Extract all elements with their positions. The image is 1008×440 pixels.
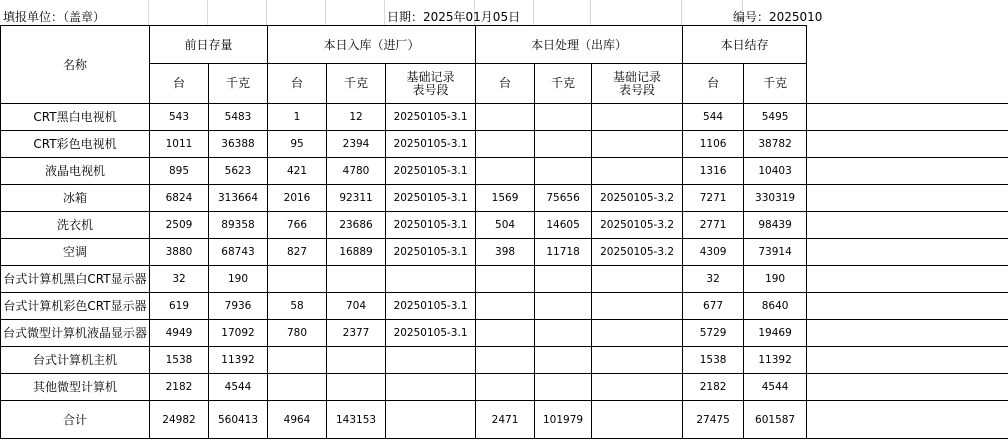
overflow-cell — [807, 239, 1008, 266]
out-record-cell — [592, 293, 683, 320]
out-units-cell — [476, 266, 535, 293]
in-kg-cell: 16889 — [327, 239, 386, 266]
table-row — [1, 212, 1008, 239]
row-name-cell: CRT黑白电视机 — [1, 104, 150, 131]
overflow-cell — [807, 293, 1008, 320]
out-record-cell — [592, 158, 683, 185]
prev-units-cell: 24982 — [150, 401, 209, 439]
row-name-cell: CRT彩色电视机 — [1, 131, 150, 158]
in-units-cell: 58 — [268, 293, 327, 320]
in-kg-cell: 12 — [327, 104, 386, 131]
in-units-cell — [268, 266, 327, 293]
in-kg-cell — [327, 374, 386, 401]
out-kg-cell — [535, 320, 592, 347]
prev-units-cell: 1011 — [150, 131, 209, 158]
overflow-cell — [807, 131, 1008, 158]
out-units-cell — [476, 374, 535, 401]
out-record-cell: 20250105-3.2 — [592, 212, 683, 239]
out-kg-cell — [535, 131, 592, 158]
out-units-cell: 398 — [476, 239, 535, 266]
in-units-cell — [268, 374, 327, 401]
overflow-cell — [807, 401, 1008, 439]
unit-header-units: 台 — [683, 64, 744, 104]
out-units-cell: 504 — [476, 212, 535, 239]
in-kg-cell: 143153 — [327, 401, 386, 439]
prev-kg-cell: 190 — [209, 266, 268, 293]
bal-kg-cell: 10403 — [744, 158, 807, 185]
table-row — [1, 158, 1008, 185]
bal-kg-cell: 330319 — [744, 185, 807, 212]
prev-units-cell: 619 — [150, 293, 209, 320]
bal-kg-cell: 601587 — [744, 401, 807, 439]
out-units-cell — [476, 158, 535, 185]
row-name-cell: 台式计算机主机 — [1, 347, 150, 374]
overflow-cell — [807, 347, 1008, 374]
in-kg-cell: 2394 — [327, 131, 386, 158]
in-kg-cell — [327, 266, 386, 293]
date-label: 日期：2025年01月05日 — [387, 10, 521, 24]
table-row — [1, 347, 1008, 374]
out-kg-cell — [535, 347, 592, 374]
out-record-cell — [592, 131, 683, 158]
bal-kg-cell: 4544 — [744, 374, 807, 401]
row-name-cell: 台式计算机黑白CRT显示器 — [1, 266, 150, 293]
in-record-cell — [386, 347, 476, 374]
in-kg-cell: 704 — [327, 293, 386, 320]
in-kg-cell — [327, 347, 386, 374]
prev-kg-cell: 89358 — [209, 212, 268, 239]
overflow-cell — [807, 212, 1008, 239]
row-name-cell: 空调 — [1, 239, 150, 266]
in-units-cell: 766 — [268, 212, 327, 239]
bal-units-cell: 1316 — [683, 158, 744, 185]
in-units-cell: 827 — [268, 239, 327, 266]
out-kg-cell — [535, 293, 592, 320]
out-kg-cell: 11718 — [535, 239, 592, 266]
bal-kg-cell: 73914 — [744, 239, 807, 266]
overflow-cell — [807, 266, 1008, 293]
out-record-cell: 20250105-3.2 — [592, 239, 683, 266]
in-record-cell: 20250105-3.1 — [386, 293, 476, 320]
out-kg-cell: 14605 — [535, 212, 592, 239]
prev-kg-cell: 11392 — [209, 347, 268, 374]
prev-kg-cell: 5623 — [209, 158, 268, 185]
out-kg-cell — [535, 266, 592, 293]
bal-kg-cell: 8640 — [744, 293, 807, 320]
row-name-cell: 其他微型计算机 — [1, 374, 150, 401]
group-header-balance: 本日结存 — [683, 26, 807, 64]
in-record-cell: 20250105-3.1 — [386, 212, 476, 239]
bal-units-cell: 7271 — [683, 185, 744, 212]
bal-units-cell: 4309 — [683, 239, 744, 266]
bal-units-cell: 2771 — [683, 212, 744, 239]
row-name-cell: 洗衣机 — [1, 212, 150, 239]
prev-kg-cell: 7936 — [209, 293, 268, 320]
inventory-table — [0, 25, 1008, 439]
bal-kg-cell: 19469 — [744, 320, 807, 347]
in-record-cell: 20250105-3.1 — [386, 158, 476, 185]
table-row — [1, 239, 1008, 266]
prev-kg-cell: 313664 — [209, 185, 268, 212]
in-record-cell: 20250105-3.1 — [386, 104, 476, 131]
prev-kg-cell: 36388 — [209, 131, 268, 158]
prev-units-cell: 895 — [150, 158, 209, 185]
unit-header-units: 台 — [476, 64, 535, 104]
prev-units-cell: 2182 — [150, 374, 209, 401]
out-record-cell — [592, 320, 683, 347]
prev-units-cell: 6824 — [150, 185, 209, 212]
prev-units-cell: 3880 — [150, 239, 209, 266]
in-kg-cell: 2377 — [327, 320, 386, 347]
unit-header-units: 台 — [150, 64, 209, 104]
row-name-cell: 台式计算机彩色CRT显示器 — [1, 293, 150, 320]
out-kg-cell — [535, 158, 592, 185]
unit-header-kg: 千克 — [327, 64, 386, 104]
row-name-cell: 台式微型计算机液晶显示器 — [1, 320, 150, 347]
bal-units-cell: 544 — [683, 104, 744, 131]
in-record-cell: 20250105-3.1 — [386, 131, 476, 158]
header-row-groups — [1, 26, 1008, 64]
out-units-cell — [476, 104, 535, 131]
out-record-cell — [592, 266, 683, 293]
out-units-cell — [476, 293, 535, 320]
bal-units-cell: 2182 — [683, 374, 744, 401]
table-row — [1, 104, 1008, 131]
overflow-cell — [807, 158, 1008, 185]
table-row — [1, 266, 1008, 293]
overflow-cell — [807, 185, 1008, 212]
code-label: 编号：2025010 — [733, 10, 823, 24]
prev-units-cell: 32 — [150, 266, 209, 293]
table-row — [1, 374, 1008, 401]
in-kg-cell: 4780 — [327, 158, 386, 185]
overflow-cell — [807, 104, 1008, 131]
in-units-cell: 2016 — [268, 185, 327, 212]
out-record-cell: 20250105-3.2 — [592, 185, 683, 212]
out-units-cell — [476, 131, 535, 158]
in-units-cell: 4964 — [268, 401, 327, 439]
unit-header-units: 台 — [268, 64, 327, 104]
in-units-cell: 95 — [268, 131, 327, 158]
in-units-cell: 780 — [268, 320, 327, 347]
prev-units-cell: 543 — [150, 104, 209, 131]
table-row — [1, 185, 1008, 212]
in-kg-cell: 23686 — [327, 212, 386, 239]
unit-header-kg: 千克 — [744, 64, 807, 104]
total-row — [1, 401, 1008, 439]
bal-units-cell: 1106 — [683, 131, 744, 158]
overflow-cell — [807, 374, 1008, 401]
prev-kg-cell: 4544 — [209, 374, 268, 401]
name-column-header: 名称 — [1, 26, 150, 104]
prev-units-cell: 4949 — [150, 320, 209, 347]
bal-kg-cell: 98439 — [744, 212, 807, 239]
overflow-cell — [807, 320, 1008, 347]
in-record-cell: 20250105-3.1 — [386, 320, 476, 347]
out-kg-cell — [535, 104, 592, 131]
row-name-cell: 合计 — [1, 401, 150, 439]
out-units-cell: 1569 — [476, 185, 535, 212]
bal-units-cell: 32 — [683, 266, 744, 293]
table-row — [1, 131, 1008, 158]
row-name-cell: 液晶电视机 — [1, 158, 150, 185]
unit-header-kg: 千克 — [209, 64, 268, 104]
out-record-cell — [592, 401, 683, 439]
record-range-header: 基础记录表号段 — [592, 64, 683, 104]
in-record-cell — [386, 374, 476, 401]
unit-header-kg: 千克 — [535, 64, 592, 104]
row-name-cell: 冰箱 — [1, 185, 150, 212]
group-header-processed: 本日处理（出库） — [476, 26, 683, 64]
out-record-cell — [592, 347, 683, 374]
bal-kg-cell: 38782 — [744, 131, 807, 158]
in-kg-cell: 92311 — [327, 185, 386, 212]
overflow-cell — [807, 26, 1008, 104]
bal-kg-cell: 5495 — [744, 104, 807, 131]
in-units-cell: 1 — [268, 104, 327, 131]
out-kg-cell: 101979 — [535, 401, 592, 439]
prev-kg-cell: 17092 — [209, 320, 268, 347]
form-header — [0, 10, 823, 26]
prev-kg-cell: 5483 — [209, 104, 268, 131]
out-record-cell — [592, 374, 683, 401]
out-kg-cell — [535, 374, 592, 401]
reporting-unit-label: 填报单位：（盖章） — [3, 10, 106, 24]
in-units-cell — [268, 347, 327, 374]
out-kg-cell: 75656 — [535, 185, 592, 212]
bal-kg-cell: 11392 — [744, 347, 807, 374]
record-range-header: 基础记录表号段 — [386, 64, 476, 104]
prev-units-cell: 1538 — [150, 347, 209, 374]
group-header-inbound: 本日入库（进厂） — [268, 26, 476, 64]
out-record-cell — [592, 104, 683, 131]
out-units-cell — [476, 320, 535, 347]
out-units-cell: 2471 — [476, 401, 535, 439]
in-units-cell: 421 — [268, 158, 327, 185]
group-header-previous-stock: 前日存量 — [150, 26, 268, 64]
bal-units-cell: 5729 — [683, 320, 744, 347]
bal-units-cell: 1538 — [683, 347, 744, 374]
prev-units-cell: 2509 — [150, 212, 209, 239]
bal-kg-cell: 190 — [744, 266, 807, 293]
in-record-cell — [386, 266, 476, 293]
bal-units-cell: 27475 — [683, 401, 744, 439]
out-units-cell — [476, 347, 535, 374]
prev-kg-cell: 68743 — [209, 239, 268, 266]
in-record-cell — [386, 401, 476, 439]
in-record-cell: 20250105-3.1 — [386, 239, 476, 266]
in-record-cell: 20250105-3.1 — [386, 185, 476, 212]
bal-units-cell: 677 — [683, 293, 744, 320]
table-row — [1, 320, 1008, 347]
table-row — [1, 293, 1008, 320]
prev-kg-cell: 560413 — [209, 401, 268, 439]
